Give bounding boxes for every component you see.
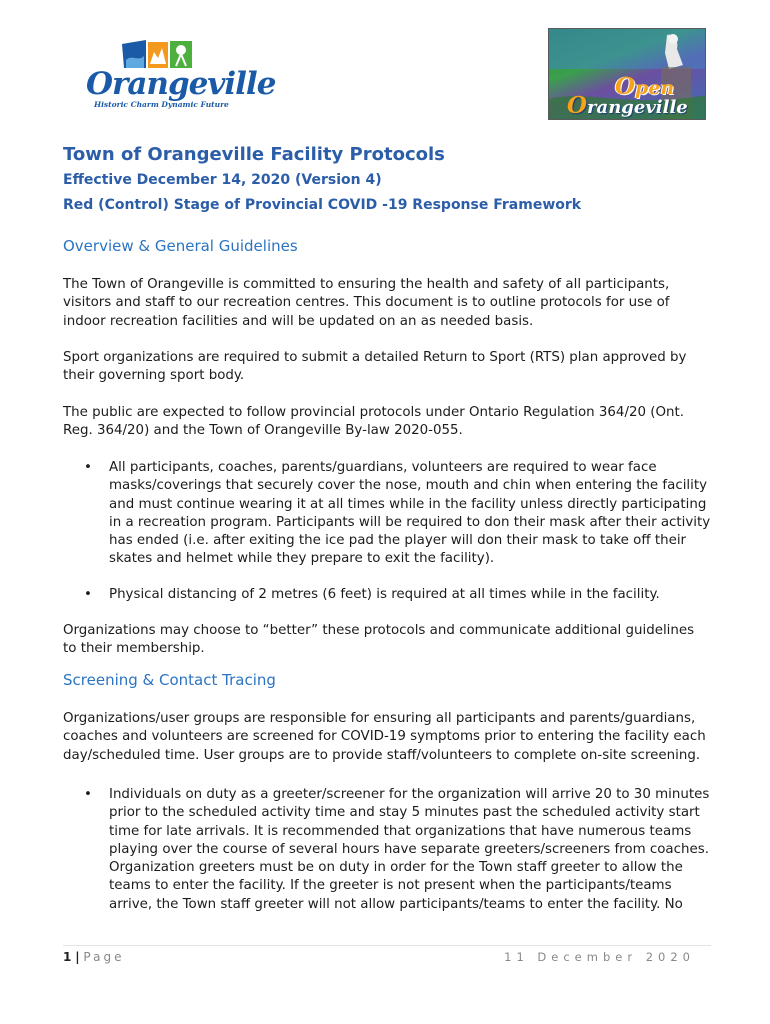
page-label: Page [83, 950, 125, 964]
orangeville-tagline: Historic Charm Dynamic Future [94, 100, 229, 109]
open-orangeville-background [548, 28, 706, 120]
list-item [84, 586, 712, 604]
list-item [84, 459, 712, 569]
orangeville-wordmark: Orangeville [86, 66, 276, 102]
screening-paragraph-1: Organizations/user groups are responsible for ensuring all participants and parents/guardians, coaches and volunteers are screened for COVID-19 symptoms prior to entering the facility each day/scheduled time. User groups are to provide staff/volunteers to complete on-site screening. [63, 711, 706, 763]
section-heading-screening: Screening & Contact Tracing [63, 671, 276, 689]
list-item-text: Physical distancing of 2 metres (6 feet) is required at all times while in the facility. [109, 587, 660, 602]
footer-page-number [63, 950, 124, 964]
page-separator: | [75, 950, 80, 964]
orangeville-text: Orangeville [567, 92, 688, 119]
list-item-text: Individuals on duty as a greeter/screener for the organization will arrive 20 to 30 minutes prior to the scheduled activity time and stay 5 minutes past the scheduled activity start time for late arrivals. It is recommended that organizations that have numerous teams playing over the course of several hours have separate greeters/screeners from coaches. Organization greeters must be on duty in order for the Town staff greeter to allow the teams to enter the facility. If the greeter is not present when the participants/teams arrive, the Town staff greeter will not allow participants/teams to enter the facility. No [109, 787, 710, 912]
list-item [84, 786, 712, 914]
orangeville-logo [84, 38, 276, 114]
overview-paragraph-2: Sport organizations are required to submit a detailed Return to Sport (RTS) plan approved by their governing sport body. [63, 350, 687, 384]
bullet-icon: • [84, 460, 92, 475]
effective-date: Effective December 14, 2020 (Version 4) [63, 172, 382, 188]
overview-paragraph-1: The Town of Orangeville is committed to ensuring the health and safety of all participants, visitors and staff to our recreation centres. This document is to outline protocols for use of indoor recreation facilities and will be updated on an as needed basis. [63, 277, 670, 329]
overview-paragraph-3: The public are expected to follow provincial protocols under Ontario Regulation 364/20 (Ont. Reg. 364/20) and the Town of Orangeville By-law 2020-055. [63, 405, 685, 439]
open-orangeville-logo [548, 28, 706, 120]
open-text: Open [615, 73, 675, 100]
section-heading-overview: Overview & General Guidelines [63, 237, 298, 255]
bullet-icon: • [84, 587, 92, 602]
document-title: Town of Orangeville Facility Protocols [63, 144, 445, 165]
footer-date: 11 December 2020 [504, 950, 695, 964]
overview-paragraph-4: Organizations may choose to “better” these protocols and communicate additional guidelines to their membership. [63, 623, 695, 657]
bullet-icon: • [84, 787, 92, 802]
page-number: 1 [63, 950, 72, 964]
stage-subtitle: Red (Control) Stage of Provincial COVID -19 Response Framework [63, 197, 582, 213]
list-item-text: All participants, coaches, parents/guardians, volunteers are required to wear face masks/coverings that securely cover the nose, mouth and chin when entering the facility and must continue wearing it at all times while in the facility unless directly participating in a recreation program. Participants will be required to don their mask after their activity has ended (i.e. after exiting the ice pad the player will don their mask to take off their skates and helmet while they prepare to exit the facility). [109, 460, 711, 567]
footer-divider [63, 945, 711, 946]
